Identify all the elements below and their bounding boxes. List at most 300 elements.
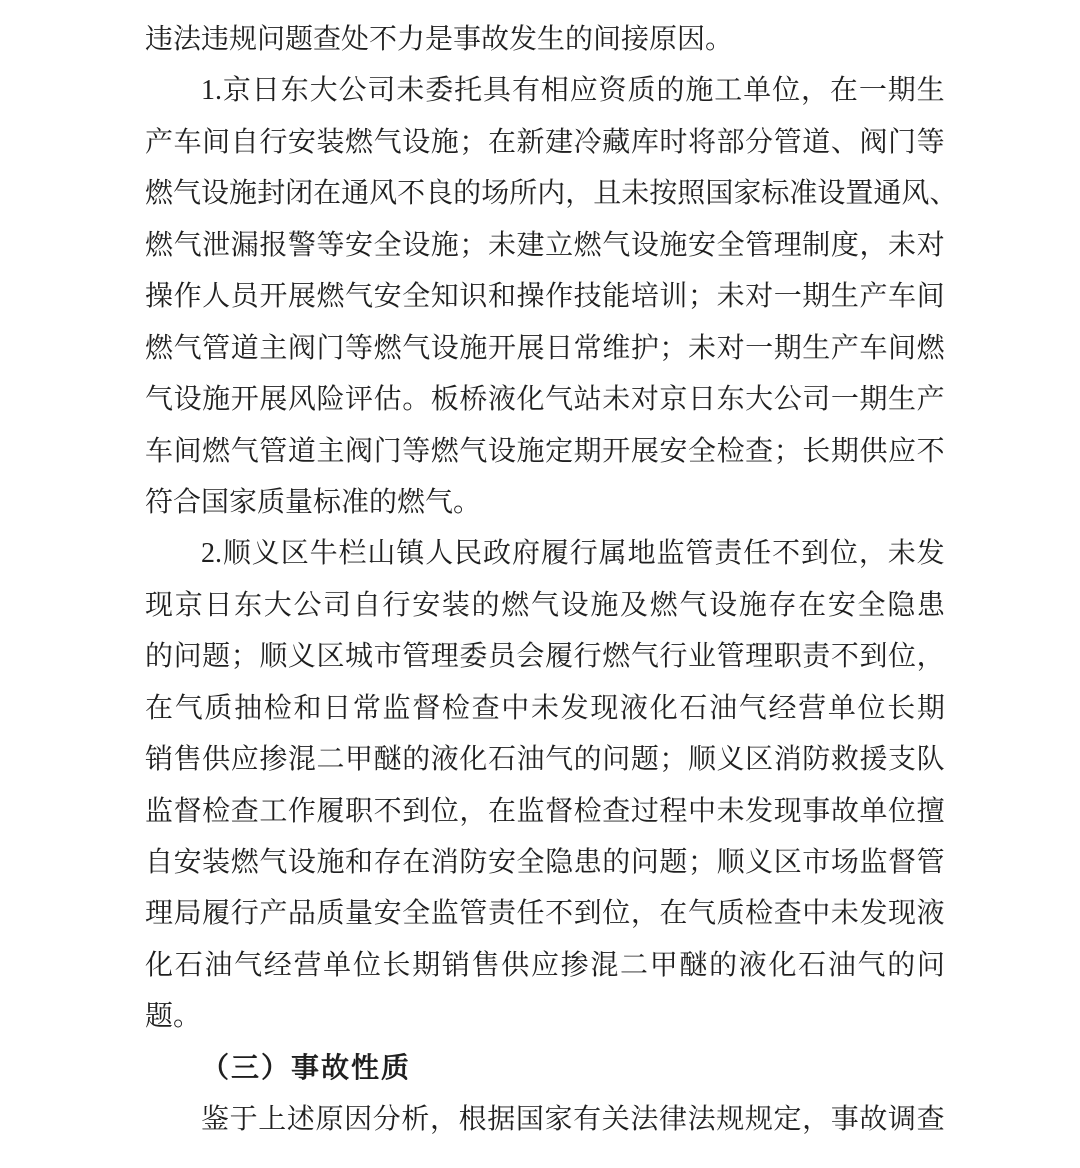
glyph: 油 — [709, 692, 738, 724]
glyph: 设 — [430, 332, 459, 364]
glyph: 建 — [516, 229, 545, 261]
glyph: 油 — [827, 949, 856, 981]
glyph: 阀 — [345, 435, 374, 467]
glyph: 析 — [401, 1104, 430, 1136]
glyph: 立 — [545, 229, 574, 261]
glyph: 的 — [453, 178, 482, 210]
glyph: 查 — [471, 692, 500, 724]
glyph: 道 — [230, 332, 259, 364]
glyph: 义 — [716, 744, 745, 776]
glyph: 不 — [397, 178, 426, 210]
glyph: 未 — [888, 229, 917, 261]
glyph: 日 — [687, 384, 716, 416]
glyph: 管 — [745, 229, 774, 261]
glyph: 漏 — [230, 229, 259, 261]
glyph: 检 — [441, 692, 470, 724]
glyph: 管 — [916, 847, 945, 878]
glyph: 职 — [345, 795, 374, 827]
glyph: 燃 — [602, 641, 631, 673]
glyph: 未 — [396, 75, 425, 107]
body-paragraph — [145, 65, 958, 528]
glyph: 设 — [287, 847, 316, 878]
glyph: 责 — [487, 898, 516, 930]
glyph: 风 — [287, 384, 316, 416]
report-text-block — [145, 14, 958, 1146]
glyph: 定 — [545, 435, 574, 467]
glyph: 分 — [372, 1104, 401, 1136]
glyph: 京 — [222, 75, 251, 107]
glyph: 产 — [259, 898, 288, 930]
glyph: 查 — [916, 1104, 945, 1136]
glyph: 区 — [745, 744, 774, 776]
glyph: 未 — [830, 898, 859, 930]
glyph: 间 — [202, 126, 231, 158]
glyph: 准 — [789, 178, 818, 210]
glyph: 装 — [441, 589, 470, 621]
glyph: 对 — [716, 332, 745, 364]
text-line — [145, 528, 945, 579]
glyph: 未 — [887, 538, 916, 570]
glyph: 消 — [430, 847, 459, 878]
glyph: 置 — [845, 178, 874, 210]
glyph: 混 — [590, 949, 619, 981]
glyph: 监 — [145, 795, 174, 827]
glyph: 石 — [174, 949, 203, 981]
glyph: 查 — [745, 435, 774, 467]
glyph: 公 — [773, 384, 802, 416]
glyph: 部 — [716, 126, 745, 158]
glyph: 开 — [230, 384, 259, 416]
glyph: 液 — [430, 744, 459, 776]
glyph: 不 — [830, 641, 859, 673]
glyph: 燃 — [316, 281, 345, 313]
glyph: 和 — [293, 692, 322, 724]
glyph: 关 — [601, 1104, 630, 1136]
glyph: 供 — [501, 949, 530, 981]
glyph: 封 — [257, 178, 286, 210]
glyph: 燃 — [145, 229, 174, 261]
glyph: 理 — [745, 641, 774, 673]
glyph: 故 — [830, 795, 859, 827]
glyph: 燃 — [573, 229, 602, 261]
glyph: 题 — [202, 641, 231, 673]
glyph: 良 — [425, 178, 454, 210]
glyph: 防 — [802, 744, 831, 776]
glyph: 开 — [487, 332, 516, 364]
glyph: 监 — [430, 898, 459, 930]
glyph: 醚 — [679, 949, 708, 981]
text-line — [145, 580, 945, 631]
glyph: 施 — [430, 126, 459, 158]
glyph: ； — [459, 126, 488, 158]
glyph: 规 — [716, 1104, 745, 1136]
glyph: 行 — [382, 589, 411, 621]
glyph: 气 — [459, 435, 488, 467]
glyph: 知 — [430, 281, 459, 313]
glyph: 监 — [859, 847, 888, 878]
glyph: 维 — [602, 332, 631, 364]
glyph: 燃 — [501, 589, 530, 621]
glyph: 分 — [745, 126, 774, 158]
glyph: 现 — [145, 589, 174, 621]
glyph: 甲 — [649, 949, 678, 981]
glyph: 识 — [459, 281, 488, 313]
text-line — [145, 374, 945, 425]
glyph: 存 — [768, 589, 797, 621]
glyph: 顺 — [259, 641, 288, 673]
glyph: 液 — [620, 692, 649, 724]
glyph: 管 — [202, 332, 231, 364]
glyph: 管 — [402, 641, 431, 673]
glyph: 掺 — [560, 949, 589, 981]
glyph: 道 — [287, 435, 316, 467]
glyph: 二 — [620, 949, 649, 981]
glyph: 产 — [830, 332, 859, 364]
glyph: 的 — [145, 641, 174, 673]
glyph: 义 — [745, 847, 774, 878]
glyph: 自 — [145, 847, 174, 878]
glyph: 施 — [430, 229, 459, 261]
glyph: 督 — [545, 795, 574, 827]
glyph: 设 — [487, 435, 516, 467]
glyph: 自 — [230, 126, 259, 158]
glyph: ， — [858, 538, 887, 570]
glyph: 全 — [402, 281, 431, 313]
glyph: 闭 — [285, 178, 314, 210]
glyph: 供 — [859, 435, 888, 467]
glyph: 营 — [798, 692, 827, 724]
glyph: 应 — [530, 949, 559, 981]
glyph: 车 — [145, 435, 174, 467]
glyph: 开 — [259, 281, 288, 313]
glyph: 司 — [802, 384, 831, 416]
glyph: 题 — [630, 744, 659, 776]
glyph: 气 — [345, 281, 374, 313]
glyph: 等 — [402, 435, 431, 467]
glyph: 工 — [714, 75, 743, 107]
glyph: 施 — [685, 75, 714, 107]
glyph: 作 — [287, 795, 316, 827]
glyph: 队 — [916, 744, 945, 776]
text-line — [145, 631, 945, 682]
section-heading-paragraph — [145, 1043, 945, 1094]
glyph: 发 — [560, 692, 589, 724]
glyph: 发 — [745, 795, 774, 827]
glyph: 燃 — [649, 589, 678, 621]
glyph: 位 — [888, 641, 917, 673]
glyph: 现 — [590, 692, 619, 724]
glyph: 通 — [873, 178, 902, 210]
glyph: ， — [801, 75, 830, 107]
glyph: 板 — [430, 384, 459, 416]
glyph: 液 — [487, 384, 516, 416]
glyph: 履 — [316, 795, 345, 827]
glyph: 未 — [530, 692, 559, 724]
glyph: 燃 — [916, 332, 945, 364]
glyph: 监 — [656, 538, 685, 570]
glyph: 及 — [620, 589, 649, 621]
glyph: 气 — [545, 744, 574, 776]
text-line — [145, 426, 945, 477]
glyph: 气 — [174, 692, 203, 724]
glyph: 安 — [827, 589, 856, 621]
glyph: 支 — [888, 744, 917, 776]
glyph: 管 — [685, 538, 714, 570]
section-heading: （三）事故性质 — [201, 1052, 412, 1084]
glyph: 长 — [802, 435, 831, 467]
glyph: 行 — [573, 641, 602, 673]
glyph: 患 — [573, 847, 602, 878]
glyph: 二 — [316, 744, 345, 776]
glyph: 安 — [659, 435, 688, 467]
glyph: 泄 — [202, 229, 231, 261]
text-line — [145, 888, 945, 939]
glyph: ， — [630, 898, 659, 930]
glyph: 等 — [316, 229, 345, 261]
text-line — [145, 683, 945, 734]
glyph: 规 — [744, 1104, 773, 1136]
glyph: 中 — [802, 898, 831, 930]
glyph: 供 — [202, 744, 231, 776]
glyph: 作 — [545, 281, 574, 313]
glyph: 中 — [501, 692, 530, 724]
glyph: 全 — [716, 229, 745, 261]
glyph: 主 — [259, 332, 288, 364]
glyph: 未 — [621, 178, 650, 210]
glyph: 混 — [287, 744, 316, 776]
glyph: 气 — [530, 589, 559, 621]
glyph: 司 — [367, 75, 396, 107]
glyph: 施 — [459, 332, 488, 364]
glyph: 现 — [773, 795, 802, 827]
glyph: 道 — [802, 126, 831, 158]
glyph: 照 — [677, 178, 706, 210]
glyph: 日 — [323, 692, 352, 724]
glyph: 于 — [229, 1104, 258, 1136]
glyph: ， — [459, 795, 488, 827]
glyph: 展 — [630, 435, 659, 467]
glyph: 甲 — [345, 744, 374, 776]
glyph: 属 — [598, 538, 627, 570]
glyph: 燃 — [145, 332, 174, 364]
glyph: 位 — [430, 795, 459, 827]
glyph: 1. — [201, 75, 222, 107]
glyph: 期 — [887, 75, 916, 107]
glyph: 燃 — [202, 435, 231, 467]
glyph: 油 — [516, 744, 545, 776]
glyph: 2. — [201, 538, 222, 570]
glyph: 托 — [454, 75, 483, 107]
glyph: 门 — [373, 435, 402, 467]
glyph: 燃 — [430, 435, 459, 467]
glyph: 安 — [173, 847, 202, 878]
glyph: 委 — [425, 75, 454, 107]
glyph: 公 — [338, 75, 367, 107]
glyph: ； — [659, 332, 688, 364]
glyph: 检 — [745, 898, 774, 930]
glyph: 行 — [259, 126, 288, 158]
glyph: 工 — [259, 795, 288, 827]
glyph: 施 — [516, 435, 545, 467]
glyph: 估 — [373, 384, 402, 416]
glyph: 公 — [293, 589, 322, 621]
glyph: 、 — [830, 126, 859, 158]
glyph: 生 — [888, 384, 917, 416]
glyph: 根 — [458, 1104, 487, 1136]
glyph: 隐 — [545, 847, 574, 878]
glyph: 单 — [323, 949, 352, 981]
glyph: 产 — [916, 384, 945, 416]
glyph: 和 — [487, 281, 516, 313]
glyph: 行 — [569, 538, 598, 570]
glyph: 督 — [173, 795, 202, 827]
glyph: 施 — [590, 589, 619, 621]
text-line: 符合国家质量标准的燃气。 — [145, 486, 482, 518]
glyph: 门 — [888, 126, 917, 158]
glyph: 常 — [352, 692, 381, 724]
glyph: 府 — [511, 538, 540, 570]
glyph: 油 — [204, 949, 233, 981]
glyph: 日 — [545, 332, 574, 364]
glyph: 车 — [859, 332, 888, 364]
glyph: 设 — [817, 178, 846, 210]
glyph: 自 — [352, 589, 381, 621]
glyph: 石 — [487, 744, 516, 776]
glyph: 施 — [202, 384, 231, 416]
glyph: 桥 — [459, 384, 488, 416]
glyph: 定 — [773, 1104, 802, 1136]
glyph: 一 — [773, 281, 802, 313]
glyph: 消 — [773, 744, 802, 776]
glyph: 度 — [830, 229, 859, 261]
glyph: 燃 — [145, 178, 174, 210]
glyph: 鉴 — [201, 1104, 230, 1136]
glyph: 建 — [545, 126, 574, 158]
glyph: 局 — [173, 898, 202, 930]
glyph: 等 — [345, 332, 374, 364]
glyph: 燃 — [345, 126, 374, 158]
glyph: 管 — [459, 898, 488, 930]
glyph: 相 — [540, 75, 569, 107]
glyph: ； — [687, 847, 716, 878]
glyph: 题 — [659, 847, 688, 878]
glyph: 查 — [230, 795, 259, 827]
glyph: 对 — [916, 229, 945, 261]
glyph: 气 — [373, 126, 402, 158]
glyph: 述 — [286, 1104, 315, 1136]
glyph: 位 — [602, 898, 631, 930]
glyph: 存 — [373, 847, 402, 878]
glyph: 质 — [627, 75, 656, 107]
glyph: 在 — [487, 126, 516, 158]
glyph: 期 — [573, 435, 602, 467]
glyph: 不 — [916, 435, 945, 467]
glyph: 常 — [573, 332, 602, 364]
glyph: 站 — [573, 384, 602, 416]
glyph: 在 — [313, 178, 342, 210]
glyph: 护 — [630, 332, 659, 364]
glyph: 设 — [709, 589, 738, 621]
glyph: 门 — [316, 332, 345, 364]
glyph: 气 — [545, 384, 574, 416]
glyph: 掺 — [259, 744, 288, 776]
glyph: 京 — [174, 589, 203, 621]
glyph: ； — [659, 744, 688, 776]
glyph: 全 — [516, 847, 545, 878]
glyph: 患 — [916, 589, 945, 621]
glyph: 顺 — [716, 847, 745, 878]
glyph: 销 — [441, 949, 470, 981]
glyph: 调 — [888, 1104, 917, 1136]
glyph: 气 — [738, 692, 767, 724]
glyph: 营 — [293, 949, 322, 981]
glyph: 发 — [859, 898, 888, 930]
glyph: 责 — [714, 538, 743, 570]
glyph: 展 — [516, 332, 545, 364]
glyph: ， — [859, 229, 888, 261]
glyph: 现 — [888, 898, 917, 930]
glyph: 对 — [630, 384, 659, 416]
glyph: 援 — [859, 744, 888, 776]
glyph: 报 — [259, 229, 288, 261]
glyph: 因 — [344, 1104, 373, 1136]
glyph: 安 — [373, 898, 402, 930]
text-line — [145, 734, 945, 785]
glyph: 理 — [430, 641, 459, 673]
glyph: 安 — [373, 281, 402, 313]
glyph: 应 — [230, 744, 259, 776]
glyph: 展 — [259, 384, 288, 416]
body-paragraph — [145, 528, 945, 1042]
glyph: 监 — [382, 692, 411, 724]
glyph: 东 — [234, 589, 263, 621]
glyph: 间 — [888, 332, 917, 364]
glyph: 日 — [251, 75, 280, 107]
glyph: 家 — [733, 178, 762, 210]
glyph: 区 — [280, 538, 309, 570]
glyph: 开 — [602, 435, 631, 467]
glyph: 不 — [545, 898, 574, 930]
glyph: 安 — [487, 847, 516, 878]
glyph: 醚 — [373, 744, 402, 776]
glyph: 市 — [802, 847, 831, 878]
glyph: 监 — [516, 795, 545, 827]
glyph: 东 — [716, 384, 745, 416]
glyph: 燃 — [373, 332, 402, 364]
glyph: 长 — [887, 692, 916, 724]
glyph: 气 — [234, 949, 263, 981]
glyph: 期 — [859, 384, 888, 416]
glyph: 位 — [857, 692, 886, 724]
glyph: 行 — [659, 641, 688, 673]
glyph: 量 — [345, 898, 374, 930]
glyph: 化 — [516, 384, 545, 416]
glyph: 程 — [659, 795, 688, 827]
glyph: 管 — [773, 126, 802, 158]
glyph: 液 — [738, 949, 767, 981]
glyph: 过 — [630, 795, 659, 827]
glyph: 查 — [602, 795, 631, 827]
glyph: 在 — [659, 898, 688, 930]
glyph: 施 — [316, 847, 345, 878]
glyph: 设 — [560, 589, 589, 621]
glyph: 检 — [263, 692, 292, 724]
text-line — [145, 786, 945, 837]
glyph: 在 — [487, 795, 516, 827]
text-line — [145, 1094, 945, 1145]
glyph: 检 — [573, 795, 602, 827]
body-paragraph — [145, 14, 945, 65]
